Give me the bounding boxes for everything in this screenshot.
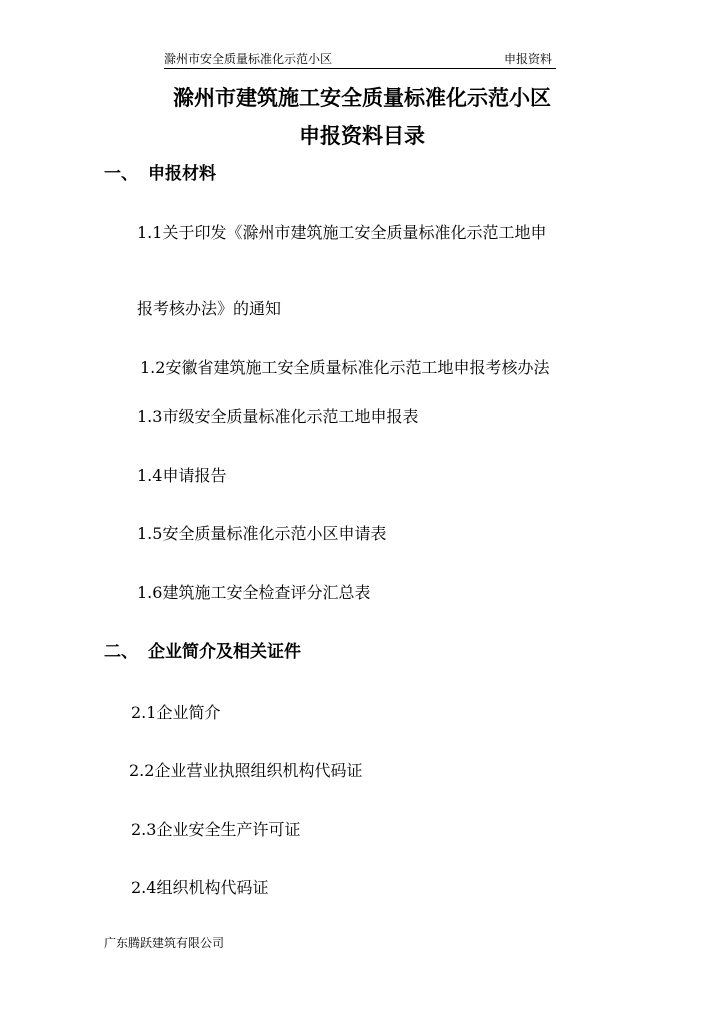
- section-heading-company: [104, 640, 301, 664]
- footer-company: 广东腾跃建筑有限公司: [104, 936, 225, 950]
- document-title: 滁州市建筑施工安全质量标准化示范小区: [173, 86, 551, 110]
- section-number: 一、: [104, 164, 138, 184]
- list-item: 2.2企业营业执照组织机构代码证: [129, 761, 363, 780]
- section-label: 企业简介及相关证件: [148, 642, 301, 662]
- section-number: 二、: [104, 642, 138, 662]
- page-header: [164, 50, 556, 69]
- list-item: 2.3企业安全生产许可证: [131, 820, 301, 839]
- header-right-text: 申报资料: [503, 52, 552, 66]
- list-item: 1.1关于印发《滁州市建筑施工安全质量标准化示范工地申: [137, 223, 547, 242]
- section-label: 申报材料: [148, 164, 216, 184]
- list-item: 2.4组织机构代码证: [131, 878, 269, 897]
- list-item: 1.5安全质量标准化示范小区申请表: [137, 524, 387, 543]
- header-left-text: 滁州市安全质量标准化示范小区: [164, 52, 333, 66]
- list-item: 2.1企业简介: [131, 703, 221, 722]
- document-subtitle: 申报资料目录: [299, 124, 425, 148]
- list-item: 1.6建筑施工安全检查评分汇总表: [137, 583, 371, 602]
- list-item: 1.3市级安全质量标准化示范工地申报表: [137, 407, 419, 426]
- list-item: 报考核办法》的通知: [137, 299, 282, 318]
- section-heading-materials: [104, 162, 216, 186]
- list-item: 1.4申请报告: [137, 466, 227, 485]
- list-item: 1.2安徽省建筑施工安全质量标准化示范工地申报考核办法: [140, 358, 550, 377]
